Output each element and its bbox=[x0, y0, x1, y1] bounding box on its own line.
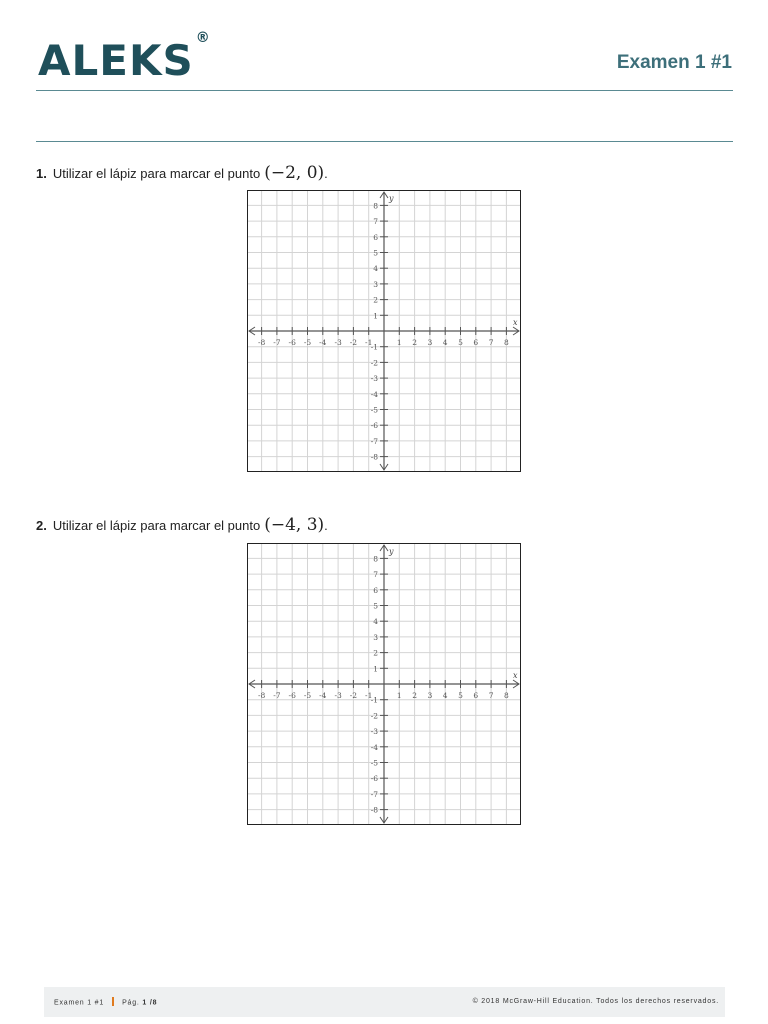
y-tick-label: -6 bbox=[370, 774, 378, 784]
y-tick-label: -1 bbox=[370, 342, 378, 352]
graph-canvas bbox=[247, 190, 521, 472]
y-tick-label: -4 bbox=[370, 742, 378, 752]
y-tick-label: -2 bbox=[370, 711, 378, 721]
y-tick-label: 4 bbox=[373, 617, 378, 627]
section-divider bbox=[36, 141, 733, 142]
question-point: (−4, 3) bbox=[264, 515, 325, 535]
question-period: . bbox=[324, 518, 328, 533]
y-tick-label: 3 bbox=[373, 632, 378, 642]
y-tick-label: -8 bbox=[370, 452, 378, 462]
question-text: Utilizar el lápiz para marcar el punto bbox=[52, 166, 261, 181]
y-tick-label: 6 bbox=[373, 585, 378, 595]
y-tick-label: 7 bbox=[373, 217, 378, 227]
y-tick-label: -8 bbox=[370, 805, 378, 815]
x-axis-label: x bbox=[513, 318, 518, 327]
x-tick-label: -1 bbox=[365, 691, 373, 700]
x-tick-label: 2 bbox=[412, 691, 417, 700]
x-tick-label: -8 bbox=[257, 338, 266, 347]
x-tick-label: 8 bbox=[504, 338, 509, 347]
y-tick-label: 2 bbox=[373, 295, 378, 305]
x-tick-label: 8 bbox=[504, 691, 509, 700]
y-tick-label: -7 bbox=[370, 436, 378, 446]
question-1 bbox=[36, 163, 328, 183]
y-tick-label: -5 bbox=[370, 758, 378, 768]
x-tick-label: -2 bbox=[349, 338, 358, 347]
x-tick-label: -4 bbox=[319, 338, 327, 347]
y-tick-label: -1 bbox=[370, 695, 378, 705]
y-tick-label: 2 bbox=[373, 648, 378, 658]
y-tick-label: 7 bbox=[373, 570, 378, 580]
footer-exam: Examen 1 #1 bbox=[54, 999, 105, 1007]
x-tick-label: 6 bbox=[473, 338, 479, 347]
x-tick-label: -3 bbox=[334, 338, 342, 347]
logo-text: ALEKS bbox=[38, 36, 194, 85]
x-tick-label: -3 bbox=[334, 691, 342, 700]
coordinate-graph-2[interactable] bbox=[247, 543, 521, 825]
y-tick-label: -3 bbox=[370, 374, 378, 384]
y-tick-label: 3 bbox=[373, 279, 378, 289]
y-axis-label: y bbox=[389, 547, 394, 556]
y-tick-label: 6 bbox=[373, 232, 378, 242]
x-tick-label: -1 bbox=[365, 338, 373, 347]
x-tick-label: 4 bbox=[442, 691, 448, 700]
question-number: 2. bbox=[36, 518, 47, 533]
coordinate-graph-1[interactable] bbox=[247, 190, 521, 472]
y-tick-label: -2 bbox=[370, 358, 378, 368]
x-tick-label: 4 bbox=[442, 338, 448, 347]
x-tick-label: -4 bbox=[319, 691, 327, 700]
y-tick-label: -3 bbox=[370, 727, 378, 737]
x-tick-label: -6 bbox=[288, 691, 296, 700]
footer-left bbox=[54, 998, 157, 1007]
x-tick-label: 1 bbox=[396, 338, 402, 347]
y-tick-label: -4 bbox=[370, 389, 378, 399]
y-tick-label: 8 bbox=[373, 554, 378, 564]
footer-page-current: 1 bbox=[142, 999, 148, 1007]
x-tick-label: 6 bbox=[473, 691, 479, 700]
x-tick-label: 2 bbox=[412, 338, 417, 347]
x-tick-label: 5 bbox=[458, 338, 463, 347]
x-tick-label: -8 bbox=[257, 691, 266, 700]
x-tick-label: 3 bbox=[427, 691, 433, 700]
y-tick-label: -7 bbox=[370, 789, 378, 799]
footer-copyright: © 2018 McGraw-Hill Education. Todos los derechos reservados. bbox=[472, 998, 719, 1005]
question-point: (−2, 0) bbox=[264, 163, 325, 183]
header-divider bbox=[36, 90, 733, 91]
y-tick-label: 1 bbox=[373, 664, 378, 674]
y-tick-label: -5 bbox=[370, 405, 378, 415]
exam-title: Examen 1 #1 bbox=[616, 52, 732, 73]
question-text: Utilizar el lápiz para marcar el punto bbox=[52, 518, 261, 533]
x-tick-label: 7 bbox=[488, 691, 494, 700]
y-tick-label: 5 bbox=[373, 601, 378, 611]
graph-canvas bbox=[247, 543, 521, 825]
x-tick-label: 5 bbox=[458, 691, 463, 700]
footer-page-total: /8 bbox=[149, 999, 158, 1007]
y-tick-label: 8 bbox=[373, 201, 378, 211]
question-number: 1. bbox=[36, 166, 47, 181]
x-tick-label: 7 bbox=[488, 338, 494, 347]
x-axis-label: x bbox=[513, 671, 518, 680]
aleks-logo bbox=[38, 30, 211, 85]
x-tick-label: -6 bbox=[288, 338, 296, 347]
y-axis-label: y bbox=[389, 194, 394, 203]
page-footer bbox=[44, 987, 725, 1017]
footer-separator bbox=[112, 997, 114, 1006]
x-tick-label: 1 bbox=[396, 691, 402, 700]
x-tick-label: -5 bbox=[303, 691, 312, 700]
question-2 bbox=[36, 515, 328, 535]
y-tick-label: 4 bbox=[373, 264, 378, 274]
question-period: . bbox=[324, 166, 328, 181]
x-tick-label: 3 bbox=[427, 338, 433, 347]
footer-page-prefix: Pág. bbox=[122, 999, 140, 1007]
registered-mark: ® bbox=[195, 30, 211, 46]
x-tick-label: -7 bbox=[273, 691, 281, 700]
x-tick-label: -5 bbox=[303, 338, 312, 347]
y-tick-label: 5 bbox=[373, 248, 378, 258]
y-tick-label: 1 bbox=[373, 311, 378, 321]
x-tick-label: -2 bbox=[349, 691, 358, 700]
x-tick-label: -7 bbox=[273, 338, 281, 347]
y-tick-label: -6 bbox=[370, 421, 378, 431]
